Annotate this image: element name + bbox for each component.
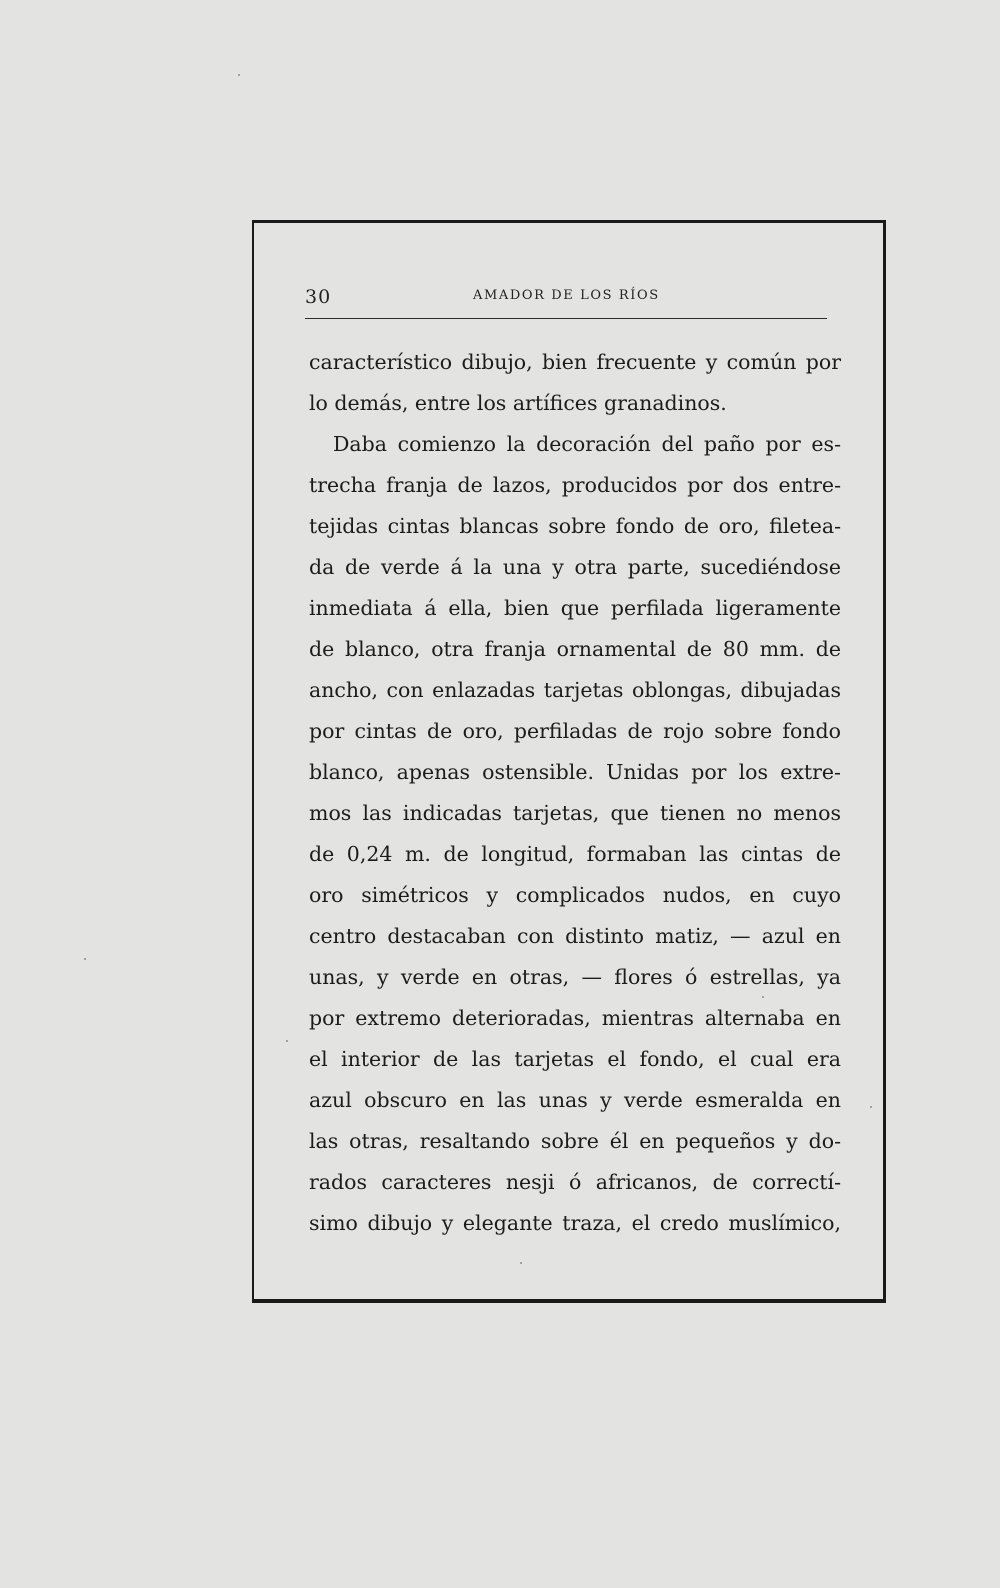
text-line: el interior de las tarjetas el fondo, el cual era	[309, 1047, 841, 1071]
text-line: azul obscuro en las unas y verde esmeralda en	[309, 1088, 841, 1112]
text-line: unas, y verde en otras, — flores ó estrellas, ya	[309, 965, 841, 989]
paper-speck	[238, 74, 240, 76]
text-line: da de verde á la una y otra parte, sucediéndose	[309, 555, 841, 579]
text-line: simo dibujo y elegante traza, el credo muslímico,	[309, 1211, 841, 1235]
paper-speck	[520, 1262, 522, 1264]
text-line: de blanco, otra franja ornamental de 80 mm. de	[309, 637, 841, 661]
text-line: Daba comienzo la decoración del paño por es-	[333, 432, 841, 456]
text-line: centro destacaban con distinto matiz, — azul en	[309, 924, 841, 948]
text-line: rados caracteres nesji ó africanos, de correctí-	[309, 1170, 841, 1194]
running-head: AMADOR DE LOS RÍOS	[473, 288, 660, 303]
paper-speck	[762, 996, 764, 998]
body-text	[309, 342, 841, 1244]
text-line: por extremo deterioradas, mientras alternaba en	[309, 1006, 841, 1030]
text-line: inmediata á ella, bien que perfilada ligeramente	[309, 596, 841, 620]
page-header	[305, 286, 825, 310]
page-number: 30	[305, 286, 332, 308]
text-line: tejidas cintas blancas sobre fondo de oro, filetea-	[309, 514, 841, 538]
header-rule	[305, 318, 827, 319]
text-line: de 0,24 m. de longitud, formaban las cintas de	[309, 842, 841, 866]
text-line: por cintas de oro, perfiladas de rojo sobre fondo	[309, 719, 841, 743]
text-line: lo demás, entre los artífices granadinos.	[309, 391, 727, 415]
paper-speck	[84, 958, 86, 960]
text-line: oro simétricos y complicados nudos, en cuyo	[309, 883, 841, 907]
text-line: mos las indicadas tarjetas, que tienen no menos	[309, 801, 841, 825]
text-line: blanco, apenas ostensible. Unidas por los extre-	[309, 760, 841, 784]
text-line: trecha franja de lazos, producidos por dos entre-	[309, 473, 841, 497]
text-line: ancho, con enlazadas tarjetas oblongas, dibujadas	[309, 678, 841, 702]
paper-speck	[870, 1106, 872, 1108]
text-line: las otras, resaltando sobre él en pequeños y do-	[309, 1129, 841, 1153]
text-line: característico dibujo, bien frecuente y común por	[309, 350, 841, 374]
paper-speck	[286, 1040, 288, 1042]
